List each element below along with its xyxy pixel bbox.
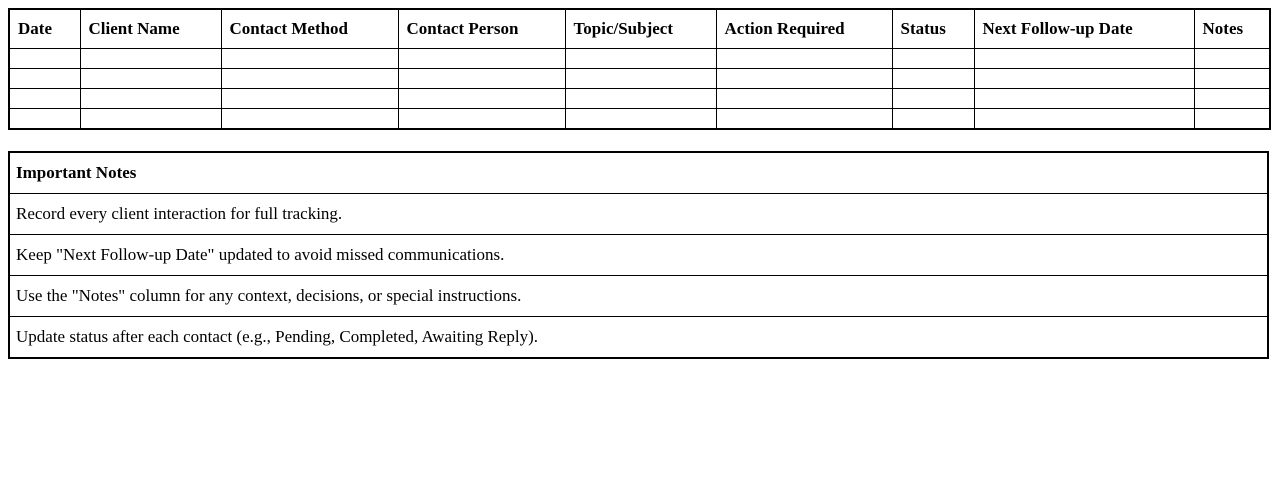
column-header-topic-subject: Topic/Subject <box>565 9 716 49</box>
column-header-notes: Notes <box>1194 9 1270 49</box>
column-header-contact-method: Contact Method <box>221 9 398 49</box>
empty-cell <box>565 89 716 109</box>
empty-cell <box>398 49 565 69</box>
empty-cell <box>221 109 398 130</box>
empty-cell <box>9 89 80 109</box>
empty-log-row <box>9 69 1270 89</box>
column-header-next-follow-up-date: Next Follow-up Date <box>974 9 1194 49</box>
empty-cell <box>1194 109 1270 130</box>
empty-cell <box>716 89 892 109</box>
log-table-body <box>9 49 1270 130</box>
empty-cell <box>974 89 1194 109</box>
important-notes-table <box>8 151 1269 359</box>
empty-cell <box>398 89 565 109</box>
empty-log-row <box>9 89 1270 109</box>
empty-cell <box>565 49 716 69</box>
note-row <box>9 194 1268 235</box>
note-item: Keep "Next Follow-up Date" updated to avoid missed communications. <box>9 235 1268 276</box>
note-item: Update status after each contact (e.g., Pending, Completed, Awaiting Reply). <box>9 317 1268 359</box>
empty-cell <box>892 69 974 89</box>
empty-log-row <box>9 109 1270 130</box>
empty-cell <box>892 109 974 130</box>
contact-log-table <box>8 8 1271 130</box>
column-header-action-required: Action Required <box>716 9 892 49</box>
empty-cell <box>398 69 565 89</box>
column-header-status: Status <box>892 9 974 49</box>
empty-cell <box>398 109 565 130</box>
empty-cell <box>892 89 974 109</box>
column-header-contact-person: Contact Person <box>398 9 565 49</box>
column-header-date: Date <box>9 9 80 49</box>
empty-cell <box>80 109 221 130</box>
empty-cell <box>1194 69 1270 89</box>
note-row <box>9 317 1268 359</box>
empty-cell <box>1194 49 1270 69</box>
contact-log-header <box>9 9 1270 49</box>
column-header-client-name: Client Name <box>80 9 221 49</box>
empty-cell <box>9 69 80 89</box>
empty-cell <box>716 49 892 69</box>
empty-cell <box>221 49 398 69</box>
empty-log-row <box>9 49 1270 69</box>
empty-cell <box>9 109 80 130</box>
empty-cell <box>716 69 892 89</box>
empty-cell <box>716 109 892 130</box>
empty-cell <box>1194 89 1270 109</box>
empty-cell <box>565 69 716 89</box>
note-item: Use the "Notes" column for any context, decisions, or special instructions. <box>9 276 1268 317</box>
notes-title-row <box>9 152 1268 194</box>
empty-cell <box>565 109 716 130</box>
empty-cell <box>9 49 80 69</box>
note-item: Record every client interaction for full tracking. <box>9 194 1268 235</box>
empty-cell <box>892 49 974 69</box>
empty-cell <box>974 49 1194 69</box>
empty-cell <box>80 69 221 89</box>
empty-cell <box>221 69 398 89</box>
empty-cell <box>974 69 1194 89</box>
empty-cell <box>974 109 1194 130</box>
empty-cell <box>80 49 221 69</box>
note-row <box>9 235 1268 276</box>
note-row <box>9 276 1268 317</box>
notes-title: Important Notes <box>9 152 1268 194</box>
empty-cell <box>221 89 398 109</box>
header-row <box>9 9 1270 49</box>
empty-cell <box>80 89 221 109</box>
